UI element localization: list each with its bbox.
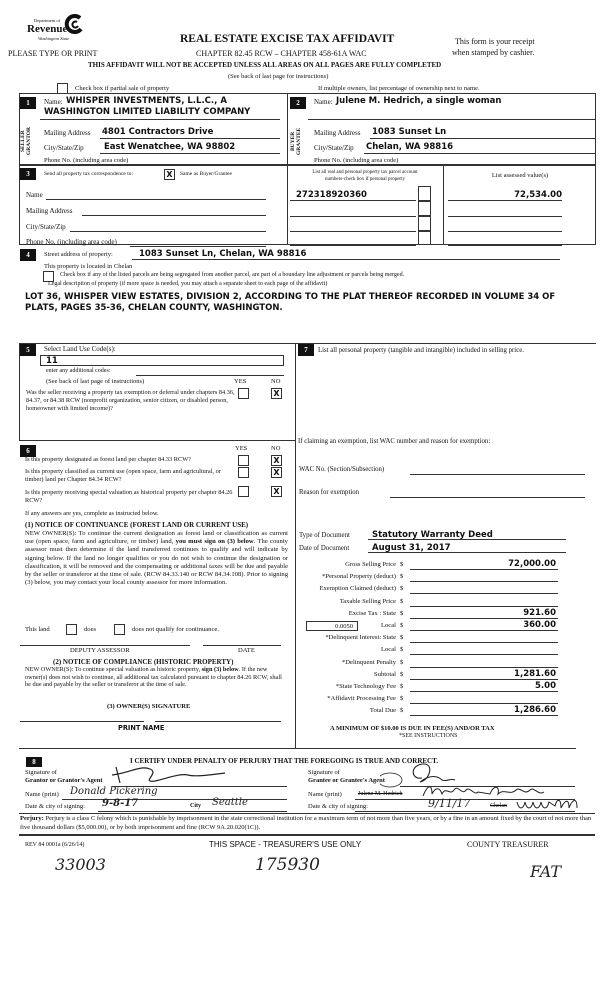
tax-row-label: *Delinquent Interest: State <box>325 634 396 642</box>
deputy-signature-line[interactable] <box>20 645 190 646</box>
tax-row-label: Gross Selling Price <box>345 561 396 568</box>
land-use-code-field[interactable]: 11 <box>40 355 284 366</box>
rule <box>370 138 595 139</box>
tax-row-label: *Affidavit Processing Fee <box>327 695 396 703</box>
historic-yes-checkbox[interactable] <box>238 486 249 497</box>
currency-sign: $ <box>400 707 404 715</box>
tax-row-line <box>410 593 558 594</box>
city-label: City/State/Zip <box>44 144 84 152</box>
minimum-note: A MINIMUM OF $10.00 IS DUE IN FEE(S) AND/OR TAX <box>330 725 495 732</box>
no-header: NO <box>271 378 281 385</box>
assessed-value[interactable]: 72,534.00 <box>514 190 562 200</box>
section-number: 6 <box>20 445 36 457</box>
grantor-agent-label: Grantor or Grantor's Agent <box>25 777 103 784</box>
rule <box>448 245 562 246</box>
yes-header: YES <box>235 445 248 452</box>
rule <box>46 199 266 200</box>
rule <box>40 119 280 120</box>
tax-row-value[interactable]: 360.00 <box>523 620 556 630</box>
rule <box>82 215 266 216</box>
does-not-checkbox[interactable] <box>114 624 125 635</box>
compliance-text-a: NEW OWNER(S): To continue special valuation as historic property, <box>25 666 202 673</box>
grantee-name-typed[interactable]: Julene M. Hedrich <box>358 791 403 797</box>
phone-label: Phone No. (including area code) <box>314 157 399 164</box>
does-checkbox[interactable] <box>66 624 77 635</box>
owner-signature-title: (3) OWNER(S) SIGNATURE <box>107 703 191 710</box>
divider <box>287 165 288 245</box>
rule <box>448 200 562 201</box>
multiple-owners-note: If multiple owners, list percentage of ownership next to name. <box>318 85 480 92</box>
currency-sign: $ <box>400 573 404 581</box>
rule <box>70 231 266 232</box>
seller-label: SELLER GRANTOR <box>20 127 32 156</box>
please-type: PLEASE TYPE OR PRINT <box>8 49 98 58</box>
compliance-bold: sign (3) below <box>201 666 239 673</box>
tax-row-label: Subtotal <box>374 670 396 678</box>
buyer-mail[interactable]: 1083 Sunset Ln <box>372 127 447 137</box>
rule <box>290 231 416 232</box>
seller-name-2[interactable]: WASHINGTON LIMITED LIABILITY COMPANY <box>44 107 251 117</box>
print-name-label: PRINT NAME <box>118 724 165 732</box>
rule <box>355 811 575 812</box>
legal-description-2[interactable]: PLATS, PAGES 35-36, CHELAN COUNTY, WASHINGTON. <box>25 303 283 313</box>
continuance-text-a: NEW OWNER(S): To continue the current designation as forest land or classification as current use (open space, farm and agriculture, or timber) land, <box>25 530 288 546</box>
tax-row-line <box>410 569 558 570</box>
personal-property-checkbox[interactable] <box>418 201 431 216</box>
same-as-buyer-checkbox[interactable]: X <box>164 169 175 180</box>
treasurer-use-only: THIS SPACE - TREASURER'S USE ONLY <box>209 840 362 849</box>
seller-city[interactable]: East Wenatchee, WA 98802 <box>104 142 236 152</box>
street-label: Street address of property: <box>44 251 113 258</box>
section-number: 5 <box>20 344 36 356</box>
buyer-name[interactable]: Julene M. Hedrich, a single woman <box>336 96 502 106</box>
divider <box>287 93 288 165</box>
legal-description[interactable]: LOT 36, WHISPER VIEW ESTATES, DIVISION 2, ACCORDING TO THE PLAT THEREOF RECORDED IN VOLUME 34 OF <box>25 292 556 302</box>
revenue-swirl-icon <box>64 13 84 35</box>
city-label: City <box>190 803 201 809</box>
section-number: 2 <box>290 97 306 109</box>
see-back: (See back of last page for instructions) <box>228 73 329 80</box>
tax-row-line <box>410 691 558 692</box>
tax-row-value[interactable]: 1,281.60 <box>514 668 556 679</box>
current-use-no-checkbox[interactable]: X <box>271 467 282 478</box>
grantee-date[interactable]: 9/11/17 <box>428 797 471 810</box>
rule <box>364 153 595 154</box>
tax-row-line <box>410 618 558 619</box>
continuance-text-b: . The county assessor must then determine if the land transferred continues to qualify and will indicate by signing below. If the land no longer qualifies or you do not wish to continue the designation or classification, it will be removed and the compensating or additional taxes will be due and payable by the seller or transferor at the time of sale. (RCW 84.33.140 or RCW 84.34.108). Prior to signing (3) below, you may contact your local county assessor for more information. <box>25 538 288 587</box>
grantor-name[interactable]: Donald Pickering <box>70 786 158 797</box>
section-number: 4 <box>20 249 36 261</box>
tax-row-value[interactable]: 1,286.60 <box>514 705 556 716</box>
buyer-label: BUYER GRANTEE <box>290 127 302 155</box>
grantee-agent-label: Grantee or Grantee's Agent <box>308 777 385 784</box>
owner-signature-line[interactable] <box>155 721 281 722</box>
tax-row-line <box>410 642 558 643</box>
grantor-city[interactable]: Seattle <box>212 797 248 808</box>
rule <box>100 153 280 154</box>
sig-of-label: Signature of <box>25 769 57 776</box>
divider <box>19 343 20 440</box>
phone-label: Phone No. (including area code) <box>44 157 129 164</box>
grantor-date[interactable]: 9-8-17 <box>102 798 139 809</box>
phone-label: Phone No. (including area code) <box>26 238 117 246</box>
does-label: does <box>84 626 97 633</box>
rule <box>136 375 284 376</box>
wac-field[interactable] <box>410 474 585 475</box>
rule <box>19 748 576 749</box>
mail-label: Mailing Address <box>44 129 91 137</box>
section-number: 3 <box>20 168 36 180</box>
rule <box>448 216 562 217</box>
logo-state: Washington State <box>38 36 70 41</box>
see-instructions: *SEE INSTRUCTIONS <box>399 733 458 739</box>
rule <box>19 813 595 814</box>
exemption-yes-checkbox[interactable] <box>238 388 249 399</box>
tax-row-label: *Delinquent Penalty <box>341 658 396 666</box>
mail-label: Mailing Address <box>314 129 361 137</box>
tax-row-value[interactable]: 72,000.00 <box>508 559 556 569</box>
name-print-label: Name (print) <box>308 791 342 798</box>
if-yes-note: If any answers are yes, complete as instructed below. <box>25 510 159 517</box>
tax-row-label: *State Technology Fee <box>335 683 396 690</box>
warning: THIS AFFIDAVIT WILL NOT BE ACCEPTED UNLESS ALL AREAS ON ALL PAGES ARE FULLY COMPLETED <box>88 61 442 69</box>
tax-row-line <box>410 630 558 631</box>
name-label: Name: <box>44 98 63 106</box>
parcel-header-2: numbers-check box if personal property <box>325 177 405 182</box>
grantor-signature[interactable] <box>110 763 230 787</box>
forest-question: Is this property designated as forest land per chapter 84.33 RCW? <box>25 456 191 463</box>
segregated-label: Check box if any of the listed parcels are being segregated from another parcel, are part of a boundary line adjustment or parcels being merged. <box>60 272 405 278</box>
doc-type-label: Type of Document <box>299 532 350 539</box>
current-use-yes-checkbox[interactable] <box>238 467 249 478</box>
tax-row-label: Exemption Claimed (deduct) <box>319 585 396 593</box>
tax-row-line <box>410 715 558 716</box>
tax-row-label: *Personal Property (deduct) <box>322 573 396 581</box>
currency-sign: $ <box>400 597 404 605</box>
forest-no-checkbox[interactable]: X <box>271 455 282 466</box>
currency-sign: $ <box>400 609 404 617</box>
tax-row-label: Taxable Selling Price <box>339 597 396 605</box>
compliance-title: (2) NOTICE OF COMPLIANCE (HISTORIC PROPERTY) <box>53 658 234 666</box>
tax-row-value[interactable]: 921.60 <box>523 607 556 618</box>
rule <box>100 138 280 139</box>
receipt-note: This form is your receipt <box>455 37 535 46</box>
perjury-text: Perjury is a class C felony which is punishable by imprisonment in the state correctional institution for a maximum term of not more than five years, or by a fine in an amount fixed by the court of not more than five thousand dollars ($5,000.00), or by both imprisonment and fine (RCW 9A.20.020(1C)). <box>20 815 592 831</box>
tax-row-label: Total Due <box>369 707 396 715</box>
rule <box>130 246 266 247</box>
handwritten-initials: FAT <box>530 862 562 881</box>
currency-sign: $ <box>400 683 404 690</box>
currency-sign: $ <box>400 585 404 593</box>
forest-yes-checkbox[interactable] <box>238 455 249 466</box>
rule <box>290 200 416 201</box>
tax-row-label: Excise Tax : State <box>348 609 396 617</box>
currency-sign: $ <box>400 695 404 703</box>
rule <box>19 440 295 441</box>
same-as-buyer-label: Same as Buyer/Grantee <box>180 171 232 177</box>
land-use-label: Select Land Use Code(s): <box>44 345 116 353</box>
wac-label: WAC No. (Section/Subsection) <box>299 466 385 473</box>
personal-property-label: List all personal property (tangible and intangible) included in selling price. <box>318 347 524 354</box>
logo-name: Revenue <box>27 23 68 35</box>
handwritten-number: 33003 <box>55 855 106 874</box>
sig-of-label: Signature of <box>308 769 340 776</box>
currency-sign: $ <box>400 670 404 678</box>
parcel-number[interactable]: 272318920360 <box>296 190 367 200</box>
divider <box>443 165 444 245</box>
city-label: City/State/Zip <box>26 223 66 231</box>
date-line[interactable] <box>203 645 281 646</box>
form-revision: REV 84 0001a (6/26/14) <box>25 842 85 848</box>
street-address[interactable]: 1083 Sunset Ln, Chelan, WA 98816 <box>139 249 307 259</box>
tax-row-value[interactable]: 5.00 <box>535 681 556 691</box>
rule <box>448 231 562 232</box>
personal-property-checkbox[interactable] <box>418 216 431 231</box>
handwritten-number-2: 175930 <box>255 855 320 875</box>
section-number: 1 <box>20 97 36 109</box>
buyer-city[interactable]: Chelan, WA 98816 <box>366 142 454 152</box>
rule <box>62 799 287 800</box>
rule <box>290 245 416 246</box>
receipt-note-2: when stamped by cashier. <box>452 48 535 57</box>
rule <box>19 834 595 836</box>
rule <box>132 259 560 260</box>
exemption-no-checkbox[interactable]: X <box>271 388 282 399</box>
does-not-label: does not qualify for continuance. <box>132 626 219 633</box>
grantee-city-handwritten[interactable] <box>515 796 585 812</box>
doc-type[interactable]: Statutory Warranty Deed <box>372 530 493 540</box>
section-number: 7 <box>298 344 314 356</box>
name-print-label: Name (print) <box>25 791 59 798</box>
compliance-text-b: . If the new owner(s) does not wish to continue, all additional tax calculated pursuant to chapter 84.26 RCW, shall be due and payable by the seller or transferor at the time of sale. <box>25 666 282 689</box>
logo-dept: Department of <box>34 18 61 23</box>
exemption-question: Was the seller receiving a property tax exemption or deferral under chapters 84.36, 84.37, or 84.38 RCW (nonprofit organization, senior citizen, or disabled person, homeowner with limited income)? <box>26 389 235 412</box>
owner-signature-line[interactable] <box>20 721 144 722</box>
local-rate-field[interactable]: 0.0050 <box>306 621 358 631</box>
date-label: DATE <box>238 647 255 654</box>
see-back: (See back of last page of instructions) <box>46 378 145 385</box>
continuance-title: (1) NOTICE OF CONTINUANCE (FOREST LAND OR CURRENT USE) <box>25 521 249 529</box>
personal-property-checkbox[interactable] <box>418 186 431 201</box>
continuance-text <box>25 530 288 587</box>
historic-question: Is this property receiving special valuation as historical property per chapter 84.26 RCW? <box>25 489 233 504</box>
partial-sale-label: Check box if partial sale of property <box>75 85 170 92</box>
tax-row-line <box>410 581 558 582</box>
parcel-header: List all real and personal property tax parcel account <box>312 170 418 175</box>
yes-header: YES <box>234 378 247 385</box>
this-land-label: This land <box>25 626 50 633</box>
certify-statement: I CERTIFY UNDER PENALTY OF PERJURY THAT THE FOREGOING IS TRUE AND CORRECT. <box>130 757 439 765</box>
rule <box>368 539 566 540</box>
currency-sign: $ <box>400 622 404 629</box>
located-in: This property is located in Chelan <box>44 263 133 270</box>
tax-row-line <box>410 667 558 668</box>
section-number: 8 <box>26 757 42 767</box>
tax-row-line <box>410 606 558 607</box>
no-header: NO <box>271 445 281 452</box>
additional-codes-label: enter any additional codes: <box>46 368 111 374</box>
reason-label: Reason for exemption <box>299 489 360 496</box>
tax-row-label: Local <box>380 622 396 629</box>
date-city-label: Date & city of signing: <box>308 803 368 810</box>
county-treasurer: COUNTY TREASURER <box>467 840 549 849</box>
date-city-label: Date & city of signing: <box>25 803 85 810</box>
doc-date-label: Date of Document <box>299 545 350 552</box>
rule <box>308 119 595 120</box>
tax-row-line <box>410 654 558 655</box>
city-label: City/State/Zip <box>314 144 354 152</box>
current-use-question: Is this property classified as current use (open space, farm and agricultural, or timber) land per Chapter 84.34 RCW? <box>25 468 221 483</box>
seller-name[interactable]: WHISPER INVESTMENTS, L.L.C., A <box>66 96 227 106</box>
compliance-text <box>25 666 288 689</box>
grantee-city-typed[interactable]: Chelan <box>490 803 507 809</box>
currency-sign: $ <box>400 658 404 666</box>
perjury-notice <box>20 815 595 832</box>
rule <box>290 216 416 217</box>
tax-row-line <box>410 703 558 704</box>
form-title: REAL ESTATE EXCISE TAX AFFIDAVIT <box>180 33 395 45</box>
rule <box>368 552 566 553</box>
currency-sign: $ <box>400 634 404 642</box>
seller-mail[interactable]: 4801 Contractors Drive <box>102 127 214 137</box>
mail-label: Mailing Address <box>26 207 73 215</box>
name-label: Name: <box>314 98 333 106</box>
send-label: Send all property tax correspondence to: <box>44 171 134 177</box>
currency-sign: $ <box>400 646 404 654</box>
exemption-label: If claiming an exemption, list WAC number and reason for exemption: <box>298 438 491 445</box>
value-header: List assessed value(s) <box>491 172 549 179</box>
reason-field[interactable] <box>390 497 585 498</box>
currency-sign: $ <box>400 561 404 568</box>
perjury-label: Perjury: <box>20 815 44 822</box>
continuance-bold: you must sign on (3) below <box>175 538 254 546</box>
chapter-ref: CHAPTER 82.45 RCW – CHAPTER 458-61A WAC <box>196 49 367 58</box>
personal-property-checkbox[interactable] <box>418 231 431 245</box>
legal-label: Legal description of property (if more space is needed, you may attach a separate sheet to each page of the affidavit) <box>48 281 328 287</box>
historic-no-checkbox[interactable]: X <box>271 486 282 497</box>
doc-date[interactable]: August 31, 2017 <box>372 543 451 553</box>
name-label: Name <box>26 191 43 199</box>
tax-row-line <box>410 679 558 680</box>
tax-row-label: Local <box>380 646 396 654</box>
deputy-label: DEPUTY ASSESSOR <box>70 647 130 654</box>
rule <box>98 811 287 812</box>
